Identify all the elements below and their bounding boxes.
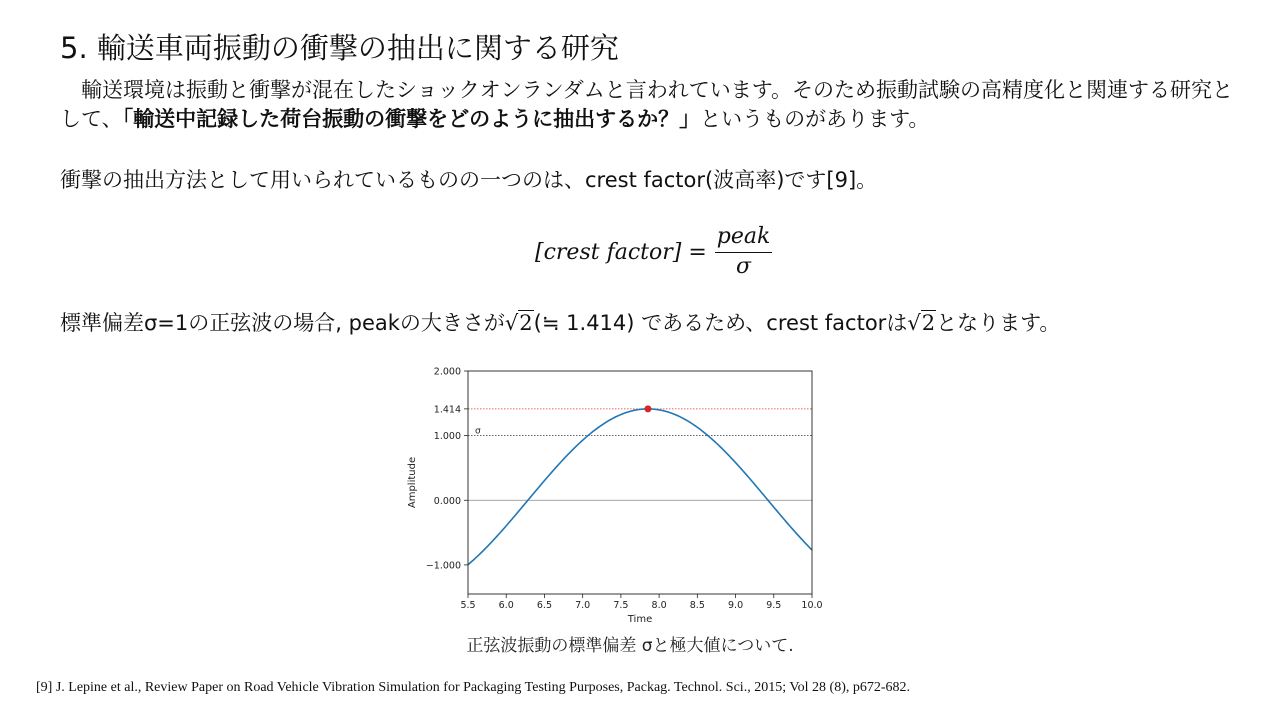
x-tick-label: 5.5 (460, 600, 476, 611)
crest-factor-line: 衝撃の抽出方法として用いられているものの一つのは、crest factor(波高率)です[9]。 (60, 168, 878, 192)
y-tick-label: 1.000 (433, 431, 461, 443)
intro-bold-question: 「輸送中記録した荷台振動の衝撃をどのように抽出するか？」 (122, 107, 701, 131)
sine-text-3: となります。 (936, 311, 1061, 335)
sqrt-2-symbol: √2 (504, 311, 533, 335)
x-tick-label: 7.5 (613, 600, 629, 611)
sqrt-radicand: 2 (519, 311, 533, 335)
reference-citation: [9] J. Lepine et al., Review Paper on Road Vehicle Vibration Simulation for Packaging Testing Purposes, Packag. Technol. Sci., 2015; Vol 28 (8), p672-682. (36, 680, 911, 695)
chart-caption (0, 631, 1280, 656)
x-tick-label: 10.0 (801, 600, 823, 611)
sqrt-2-symbol-2: √2 (907, 311, 936, 335)
crest-factor-formula (535, 220, 772, 284)
sqrt-radicand-2: 2 (921, 311, 936, 335)
plot-frame (468, 371, 812, 594)
hline-label: σ (475, 426, 481, 437)
y-tick-label: 2.000 (433, 366, 461, 378)
formula-numerator: peak (715, 224, 773, 253)
sine-text-2: (≒ 1.414) であるため、crest factorは (533, 311, 908, 335)
slide-title: 5. 輸送車両振動の衝撃の抽出に関する研究 (60, 31, 619, 65)
caption-text: 正弦波振動の標準偏差 σと極大値について. (466, 636, 794, 656)
intro-paragraph (60, 76, 1245, 134)
x-tick-label: 9.0 (728, 600, 744, 611)
y-axis-label: Amplitude (407, 456, 418, 509)
x-tick-label: 7.0 (575, 600, 591, 611)
y-tick-label: −1.000 (425, 560, 461, 572)
peak-point (644, 405, 651, 412)
y-tick-label: 0.000 (433, 495, 461, 507)
sine-series-line (468, 409, 812, 565)
x-tick-label: 9.5 (766, 600, 782, 611)
x-tick-label: 6.5 (536, 600, 552, 611)
x-tick-label: 8.0 (651, 600, 667, 611)
formula-lhs: [crest factor] = (535, 239, 707, 265)
formula-denominator: σ (736, 253, 752, 279)
sine-text-1: 標準偏差σ=1の正弦波の場合, peakの大きさが (60, 311, 505, 335)
x-axis-label: Time (627, 614, 653, 625)
sine-chart (400, 358, 840, 630)
formula-fraction (715, 224, 773, 281)
x-tick-label: 6.0 (498, 600, 514, 611)
sine-wave-line (60, 309, 1060, 338)
intro-text-2: というものがあります。 (700, 107, 930, 131)
x-tick-label: 8.5 (689, 600, 705, 611)
y-tick-label: 1.414 (433, 404, 461, 416)
chart-svg (400, 358, 840, 630)
intro-text-1: 輸送環境は振動と衝撃が混在したショックオンランダムと言われています。そのため振動試験の高精度化と関連する研究として、 (60, 78, 1234, 131)
